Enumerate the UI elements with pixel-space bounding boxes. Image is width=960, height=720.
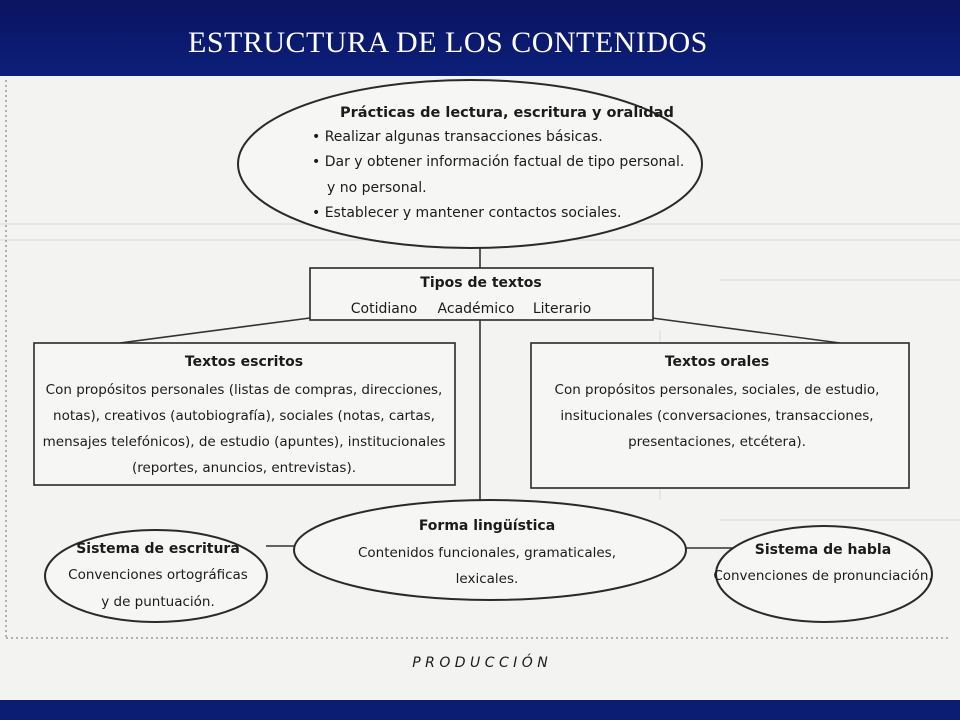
practicas-item: y no personal. — [327, 180, 427, 196]
tipo-label: Cotidiano — [350, 301, 418, 317]
habla-heading: Sistema de habla — [754, 542, 892, 558]
produccion-label: P R O D U C C I Ó N — [412, 655, 548, 671]
orales-line: insitucionales (conversaciones, transacciones, — [560, 408, 874, 424]
forma-heading: Forma lingüística — [418, 518, 556, 534]
orales-heading: Textos orales — [664, 354, 770, 370]
practicas-node — [238, 80, 702, 248]
bottom-bar — [0, 700, 960, 720]
forma-line: lexicales. — [455, 571, 519, 587]
escritura-line: Convenciones ortográficas — [68, 567, 248, 583]
diagram-canvas — [0, 76, 960, 700]
connector-tipos-orales — [652, 318, 840, 343]
tipo-label: Académico — [437, 301, 515, 317]
tipo-label: Literario — [532, 301, 592, 317]
escritos-node — [34, 343, 455, 485]
practicas-item: • Establecer y mantener contactos sociales. — [312, 205, 622, 221]
orales-line: Con propósitos personales, sociales, de estudio, — [554, 382, 880, 398]
escritura-node — [45, 530, 267, 622]
practicas-item: • Realizar algunas transacciones básicas. — [312, 129, 603, 145]
orales-node — [531, 343, 909, 488]
title-bar — [0, 0, 960, 76]
slide-title: ESTRUCTURA DE LOS CONTENIDOS — [188, 26, 708, 59]
practicas-heading: Prácticas de lectura, escritura y oralidad — [340, 105, 674, 121]
tipos-heading: Tipos de textos — [420, 275, 542, 291]
escritos-line: mensajes telefónicos), de estudio (apuntes), institucionales — [42, 434, 446, 450]
forma-node — [294, 500, 686, 600]
habla-node — [713, 526, 932, 622]
scanned-diagram — [0, 76, 960, 700]
escritos-line: notas), creativos (autobiografía), sociales (notas, cartas, — [53, 408, 435, 424]
forma-line: Contenidos funcionales, gramaticales, — [357, 545, 617, 561]
orales-line: presentaciones, etcétera). — [628, 434, 806, 450]
escritos-heading: Textos escritos — [184, 354, 304, 370]
practicas-item: • Dar y obtener información factual de tipo personal. — [312, 154, 685, 170]
escritos-line: (reportes, anuncios, entrevistas). — [131, 460, 357, 476]
tipos-node — [310, 268, 653, 320]
connector-tipos-escritos — [120, 318, 310, 343]
escritos-line: Con propósitos personales (listas de compras, direcciones, — [45, 382, 443, 398]
habla-line: Convenciones de pronunciación. — [713, 568, 933, 584]
escritura-line: y de puntuación. — [101, 594, 215, 610]
escritura-heading: Sistema de escritura — [76, 541, 240, 557]
